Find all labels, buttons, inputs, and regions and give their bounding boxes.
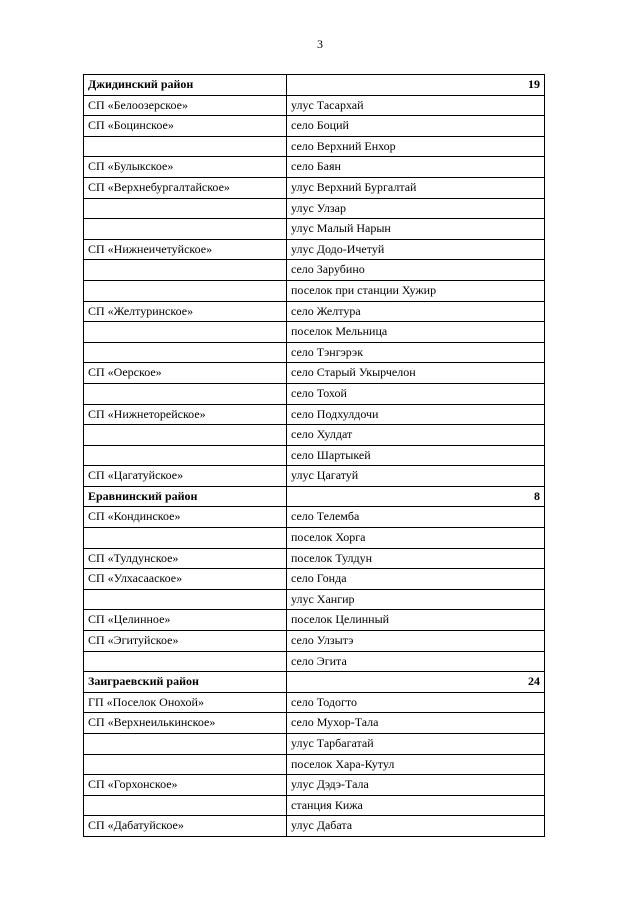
settlement-name-cell: село Телемба bbox=[287, 507, 545, 528]
settlement-entity-cell: СП «Оерское» bbox=[84, 363, 287, 384]
district-count: 24 bbox=[287, 672, 545, 693]
table-row bbox=[84, 157, 545, 178]
table-row bbox=[84, 301, 545, 322]
table-row bbox=[84, 589, 545, 610]
table-row bbox=[84, 651, 545, 672]
settlement-name-cell: поселок при станции Хужир bbox=[287, 280, 545, 301]
table-row bbox=[84, 322, 545, 343]
settlement-name-cell: улус Тарбагатай bbox=[287, 734, 545, 755]
district-name: Джидинский район bbox=[84, 75, 287, 96]
settlement-entity-cell bbox=[84, 589, 287, 610]
district-header-row bbox=[84, 486, 545, 507]
table-row bbox=[84, 177, 545, 198]
table-row bbox=[84, 198, 545, 219]
settlement-name-cell: поселок Мельница bbox=[287, 322, 545, 343]
settlement-name-cell: улус Тасархай bbox=[287, 95, 545, 116]
settlement-entity-cell: СП «Целинное» bbox=[84, 610, 287, 631]
settlement-name-cell: станция Кижа bbox=[287, 795, 545, 816]
settlement-name-cell: улус Дабата bbox=[287, 816, 545, 837]
settlement-name-cell: село Верхний Енхор bbox=[287, 136, 545, 157]
settlement-entity-cell: СП «Нижнеичетуйское» bbox=[84, 239, 287, 260]
settlement-name-cell: село Баян bbox=[287, 157, 545, 178]
settlement-entity-cell: СП «Улхасаaское» bbox=[84, 569, 287, 590]
settlement-name-cell: улус Хангир bbox=[287, 589, 545, 610]
settlement-name-cell: село Старый Укырчелон bbox=[287, 363, 545, 384]
settlement-name-cell: поселок Хорга bbox=[287, 528, 545, 549]
settlement-entity-cell: ГП «Поселок Онохой» bbox=[84, 692, 287, 713]
settlement-entity-cell: СП «Верхнеилькинское» bbox=[84, 713, 287, 734]
settlement-entity-cell: СП «Боцинское» bbox=[84, 116, 287, 137]
settlement-entity-cell: СП «Булыкское» bbox=[84, 157, 287, 178]
settlement-entity-cell: СП «Горхонское» bbox=[84, 775, 287, 796]
table-row bbox=[84, 445, 545, 466]
settlement-name-cell: село Гонда bbox=[287, 569, 545, 590]
settlement-entity-cell: СП «Белоозерское» bbox=[84, 95, 287, 116]
settlement-entity-cell bbox=[84, 322, 287, 343]
page-number: 3 bbox=[317, 37, 323, 51]
table-row bbox=[84, 713, 545, 734]
settlement-name-cell: село Желтура bbox=[287, 301, 545, 322]
settlement-entity-cell bbox=[84, 342, 287, 363]
settlement-entity-cell bbox=[84, 528, 287, 549]
settlement-name-cell: село Мухор-Тала bbox=[287, 713, 545, 734]
district-count: 19 bbox=[287, 75, 545, 96]
settlement-entity-cell bbox=[84, 734, 287, 755]
table-row bbox=[84, 116, 545, 137]
settlement-name-cell: улус Додо-Ичетуй bbox=[287, 239, 545, 260]
settlement-name-cell: село Зарубино bbox=[287, 260, 545, 281]
district-header-row bbox=[84, 75, 545, 96]
settlement-name-cell: улус Цагатуй bbox=[287, 466, 545, 487]
settlement-entity-cell: СП «Эгитуйское» bbox=[84, 631, 287, 652]
settlement-name-cell: село Тэнгэрэк bbox=[287, 342, 545, 363]
settlements-table-body bbox=[84, 75, 545, 837]
table-row bbox=[84, 342, 545, 363]
settlement-name-cell: село Хулдат bbox=[287, 425, 545, 446]
settlement-name-cell: село Улзытэ bbox=[287, 631, 545, 652]
district-count: 8 bbox=[287, 486, 545, 507]
settlement-name-cell: улус Верхний Бургалтай bbox=[287, 177, 545, 198]
settlement-entity-cell bbox=[84, 260, 287, 281]
settlement-entity-cell bbox=[84, 136, 287, 157]
settlement-entity-cell bbox=[84, 280, 287, 301]
district-name: Заиграевский район bbox=[84, 672, 287, 693]
settlement-entity-cell bbox=[84, 651, 287, 672]
settlement-entity-cell bbox=[84, 425, 287, 446]
table-row bbox=[84, 260, 545, 281]
settlement-entity-cell: СП «Дабатуйское» bbox=[84, 816, 287, 837]
settlement-name-cell: село Подхулдочи bbox=[287, 404, 545, 425]
settlements-table bbox=[83, 74, 545, 837]
settlement-name-cell: поселок Целинный bbox=[287, 610, 545, 631]
table-row bbox=[84, 280, 545, 301]
table-row bbox=[84, 425, 545, 446]
table-row bbox=[84, 775, 545, 796]
table-row bbox=[84, 507, 545, 528]
settlement-name-cell: поселок Хара-Кутул bbox=[287, 754, 545, 775]
table-row bbox=[84, 795, 545, 816]
district-name: Еравнинский район bbox=[84, 486, 287, 507]
table-row bbox=[84, 528, 545, 549]
settlement-entity-cell: СП «Желтуринское» bbox=[84, 301, 287, 322]
table-row bbox=[84, 631, 545, 652]
settlement-entity-cell bbox=[84, 219, 287, 240]
settlement-name-cell: улус Улзар bbox=[287, 198, 545, 219]
table-row bbox=[84, 363, 545, 384]
settlement-name-cell: поселок Тулдун bbox=[287, 548, 545, 569]
settlement-name-cell: село Тохой bbox=[287, 383, 545, 404]
district-header-row bbox=[84, 672, 545, 693]
settlement-name-cell: улус Малый Нарын bbox=[287, 219, 545, 240]
settlement-name-cell: село Боций bbox=[287, 116, 545, 137]
settlement-name-cell: село Эгита bbox=[287, 651, 545, 672]
table-row bbox=[84, 136, 545, 157]
table-row bbox=[84, 692, 545, 713]
table-row bbox=[84, 610, 545, 631]
settlement-entity-cell bbox=[84, 383, 287, 404]
table-row bbox=[84, 404, 545, 425]
settlement-name-cell: село Шартыкей bbox=[287, 445, 545, 466]
table-row bbox=[84, 816, 545, 837]
table-row bbox=[84, 383, 545, 404]
table-row bbox=[84, 754, 545, 775]
settlement-entity-cell: СП «Тулдунское» bbox=[84, 548, 287, 569]
table-row bbox=[84, 548, 545, 569]
table-row bbox=[84, 239, 545, 260]
settlement-entity-cell bbox=[84, 754, 287, 775]
table-row bbox=[84, 219, 545, 240]
settlement-entity-cell bbox=[84, 795, 287, 816]
settlement-entity-cell: СП «Верхнебургалтайское» bbox=[84, 177, 287, 198]
table-row bbox=[84, 569, 545, 590]
table-row bbox=[84, 466, 545, 487]
settlement-entity-cell bbox=[84, 198, 287, 219]
settlement-name-cell: село Тодогто bbox=[287, 692, 545, 713]
settlement-entity-cell: СП «Нижнеторейское» bbox=[84, 404, 287, 425]
settlement-entity-cell bbox=[84, 445, 287, 466]
settlement-entity-cell: СП «Цагатуйское» bbox=[84, 466, 287, 487]
settlement-name-cell: улус Дэдэ-Тала bbox=[287, 775, 545, 796]
table-row bbox=[84, 734, 545, 755]
settlement-entity-cell: СП «Кондинское» bbox=[84, 507, 287, 528]
table-row bbox=[84, 95, 545, 116]
